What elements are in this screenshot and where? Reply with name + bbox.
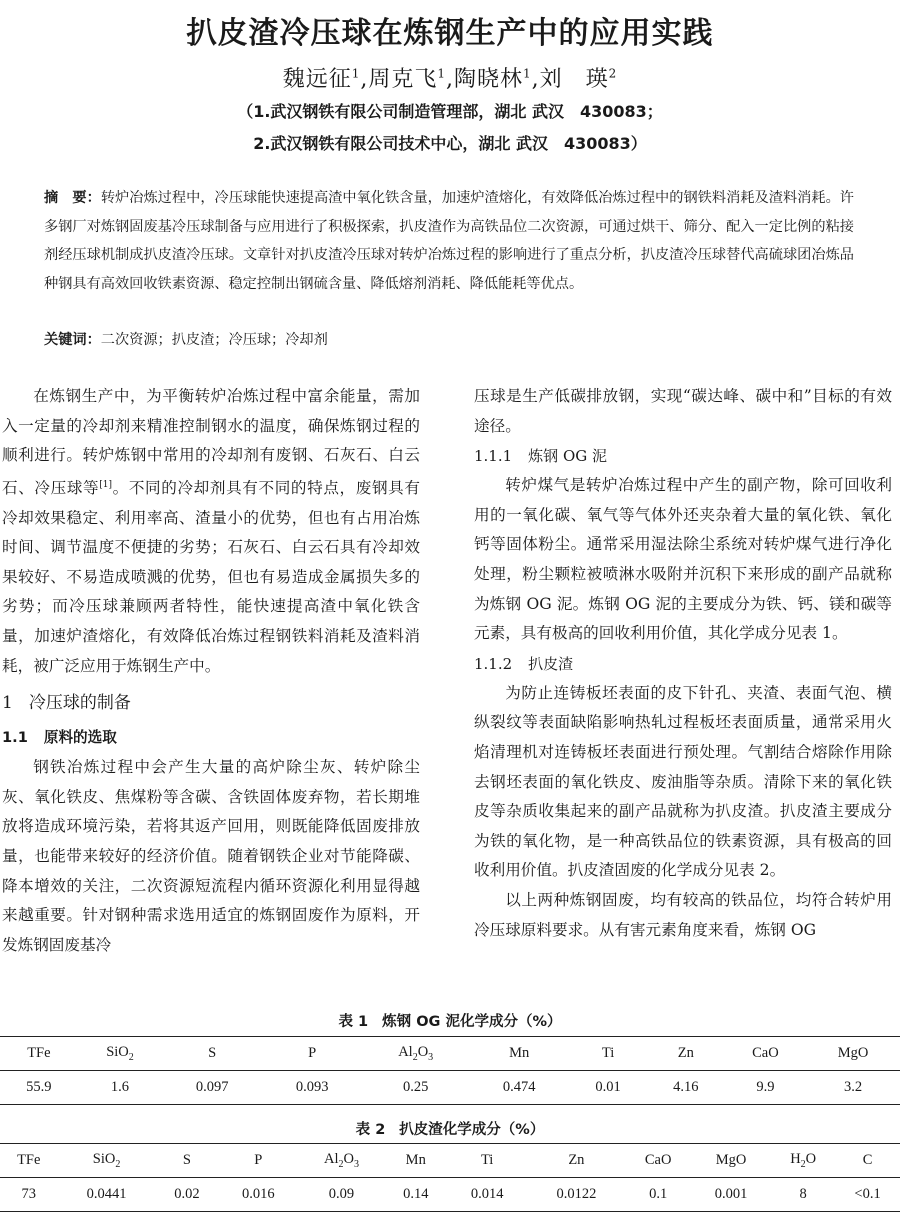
column-header: Zn	[527, 1144, 625, 1178]
table-cell: 0.14	[385, 1178, 447, 1212]
keywords-text: 二次资源；扒皮渣；冷压球；冷却剂	[100, 332, 328, 348]
author: 陶晓林$^1$,	[454, 66, 540, 92]
abstract-label: 摘 要：	[44, 190, 101, 206]
column-header: $H_2O$	[771, 1144, 835, 1178]
author-list	[0, 62, 900, 93]
column-header: Mn	[385, 1144, 447, 1178]
table-cell: 0.0122	[527, 1178, 625, 1212]
abstract	[44, 184, 854, 298]
section-1-heading: 1 冷压球的制备	[2, 693, 131, 714]
paper-title: 扒皮渣冷压球在炼钢生产中的应用实践	[186, 16, 714, 51]
intro-paragraph: 在炼钢生产中，为平衡转炉冶炼过程中富余能量，需加入一定量的冷却剂来精准控制钢水的温度，确保炼钢过程的顺利进行。转炉炼钢中常用的冷却剂有废钢、石灰石、白云石、冷压球等[1]。不同的冷却剂具有不同的特点，废钢具有冷却效果稳定、利用率高、渣量小的优势，但也有占用冶炼时间、调节温度不便捷的劣势；石灰石、白云石具有冷却效果较好、不易造成喷溅的优势，但也有易造成金属损失多的劣势；而冷压球兼顾两者特性，能快速提高渣中氧化铁含量，加速炉渣熔化，有效降低冶炼过程钢铁料消耗及渣料消耗，被广泛应用于炼钢生产中。	[2, 387, 420, 675]
column-header: S	[156, 1144, 218, 1178]
table-cell: 4.16	[647, 1071, 725, 1105]
section-1-1-heading: 1.1 原料的选取	[2, 729, 117, 747]
table-cell: 0.014	[447, 1178, 527, 1212]
keywords-label: 关键词：	[44, 332, 101, 348]
citation-ref: [1]	[99, 479, 113, 490]
table-row	[0, 1178, 900, 1212]
table-cell: 0.1	[625, 1178, 690, 1212]
column-header: S	[162, 1037, 262, 1071]
table-cell: 0.474	[469, 1071, 569, 1105]
table-header-row	[0, 1144, 900, 1178]
raw-material-paragraph: 钢铁冶炼过程中会产生大量的高炉除尘灰、转炉除尘灰、氧化铁皮、焦煤粉等含碳、含铁固体废弃物，若长期堆放将造成环境污染，若将其返产回用，则既能降低固废排放量，也能带来较好的经济价值。随着钢铁企业对节能降碳、降本增效的关注，二次资源短流程内循环资源化利用显得越来越重要。针对钢种需求选用适宜的炼钢固废作为原料，开发炼钢固废基冷	[2, 758, 420, 954]
abstract-text: 转炉冶炼过程中，冷压球能快速提高渣中氧化铁含量，加速炉渣熔化，有效降低冶炼过程中的钢铁料消耗及渣料消耗。许多钢厂对炼钢固废基冷压球制备与应用进行了积极探索，扒皮渣作为高铁品位二次资源，可通过烘干、筛分、配入一定比例的粘接剂经压球机制成扒皮渣冷压球。文章针对扒皮渣冷压球对转炉冶炼过程的影响进行了重点分析，扒皮渣冷压球替代高硫球团冶炼品种钢具有高效回收铁素资源、稳定控制出钢硫含量、降低熔剂消耗、降低能耗等优点。	[44, 190, 854, 292]
table-cell: 0.01	[569, 1071, 647, 1105]
column-header: Mn	[469, 1037, 569, 1071]
table-cell: 0.001	[691, 1178, 771, 1212]
table-header-row	[0, 1037, 900, 1071]
body-column-right	[474, 382, 892, 945]
column-header: Ti	[447, 1144, 527, 1178]
author: 刘 瑛$^2$	[539, 66, 618, 92]
table-row	[0, 1071, 900, 1105]
table-cell: 0.09	[298, 1178, 384, 1212]
column-header: Zn	[647, 1037, 725, 1071]
og-sludge-paragraph: 转炉煤气是转炉冶炼过程中产生的副产物，除可回收利用的一氧化碳、氧气等气体外还夹杂着大量的氧化铁、氧化钙等固体粉尘。通常采用湿法除尘系统对转炉煤气进行净化处理，粉尘颗粒被喷淋水吸附并沉积下来形成的副产品就称为炼钢 OG 泥。炼钢 OG 泥的主要成分为铁、钙、镁和碳等元素，具有极高的回收利用价值，其化学成分见表 1。	[474, 476, 892, 643]
body-column-left	[2, 382, 420, 960]
column-header: P	[262, 1037, 362, 1071]
table-cell: 1.6	[78, 1071, 162, 1105]
column-header: CaO	[625, 1144, 690, 1178]
affiliation-2: 2.武汉钢铁有限公司技术中心，湖北 武汉 430083）	[253, 134, 647, 153]
column-header: TFe	[0, 1037, 78, 1071]
table-cell: 3.2	[806, 1071, 900, 1105]
table-1	[0, 1036, 900, 1105]
section-1-1-1-heading: 1.1.1 炼钢 OG 泥	[474, 447, 607, 466]
table-2	[0, 1143, 900, 1212]
table-1-caption: 表 1 炼钢 OG 泥化学成分（%）	[338, 1014, 562, 1030]
table-cell: 0.25	[362, 1071, 469, 1105]
table-2-caption: 表 2 扒皮渣化学成分（%）	[355, 1122, 545, 1138]
table-cell: 0.016	[218, 1178, 298, 1212]
column-header: SiO$_2$	[58, 1144, 156, 1178]
table-cell: 0.02	[156, 1178, 218, 1212]
column-header: $Al_2O_3$	[362, 1037, 469, 1071]
scale-slag-paragraph: 为防止连铸板坯表面的皮下针孔、夹渣、表面气泡、横纵裂纹等表面缺陷影响热轧过程板坯表面质量，通常采用火焰清理机对连铸板坯表面进行预处理。气割结合熔除作用除去钢坯表面的氧化铁皮、废油脂等杂质。清除下来的氧化铁皮等杂质收集起来的副产品就称为扒皮渣。扒皮渣主要成分为铁的氧化物，是一种高铁品位的铁素资源，具有极高的回收利用价值。扒皮渣固废的化学成分见表 2。	[474, 683, 892, 880]
table-cell: 8	[771, 1178, 835, 1212]
table-cell: 73	[0, 1178, 58, 1212]
author: 魏远征$^1$,	[282, 66, 369, 92]
column-header: Ti	[569, 1037, 647, 1071]
column-header: MgO	[806, 1037, 900, 1071]
table-cell: 0.0441	[58, 1178, 156, 1212]
table-cell: 0.093	[262, 1071, 362, 1105]
table-cell: 9.9	[725, 1071, 806, 1105]
raw-material-paragraph-cont: 压球是生产低碳排放钢，实现“碳达峰、碳中和”目标的有效途径。	[474, 387, 892, 435]
comparison-paragraph: 以上两种炼钢固废，均有较高的铁品位，均符合转炉用冷压球原料要求。从有害元素角度来看，炼钢 OG	[474, 890, 892, 939]
section-1-1-2-heading: 1.1.2 扒皮渣	[474, 654, 574, 673]
table-cell: 55.9	[0, 1071, 78, 1105]
column-header: SiO$_2$	[78, 1037, 162, 1071]
column-header: MgO	[691, 1144, 771, 1178]
table-cell: <0.1	[835, 1178, 900, 1212]
column-header: TFe	[0, 1144, 58, 1178]
column-header: $Al_2O_3$	[298, 1144, 384, 1178]
affiliation-1: （1.武汉钢铁有限公司制造管理部，湖北 武汉 430083；	[237, 102, 663, 121]
column-header: P	[218, 1144, 298, 1178]
column-header: C	[835, 1144, 900, 1178]
author: 周克飞$^1$,	[368, 66, 454, 92]
table-cell: 0.097	[162, 1071, 262, 1105]
column-header: CaO	[725, 1037, 806, 1071]
keywords	[44, 328, 854, 352]
